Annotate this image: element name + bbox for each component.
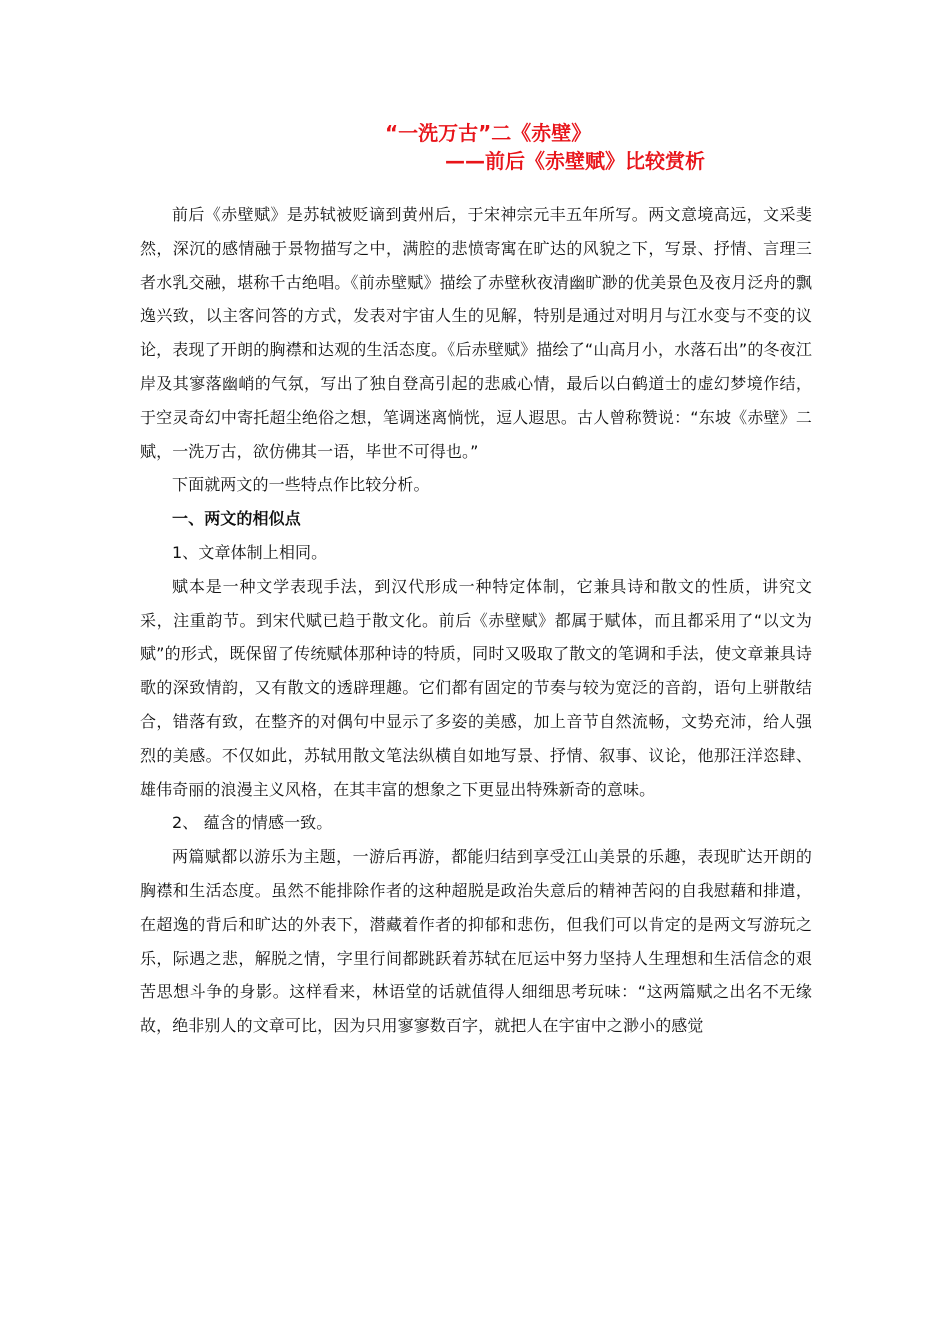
paragraph-form: 赋本是一种文学表现手法，到汉代形成一种特定体制，它兼具诗和散文的性质，讲究文采，注重韵节。到宋代赋已趋于散文化。前后《赤壁赋》都属于赋体，而且都采用了“以文为赋”的形式，既保留了传统赋体那种诗的特质，同时又吸取了散文的笔调和手法，使文章兼具诗歌的深致情韵，又有散文的透辟理趣。它们都有固定的节奏与较为宽泛的音韵，语句上骈散结合，错落有致，在整齐的对偶句中显示了多姿的美感，加上音节自然流畅，文势充沛，给人强烈的美感。不仅如此，苏轼用散文笔法纵横自如地写景、抒情、叙事、议论，他那汪洋恣肆、雄伟奇丽的浪漫主义风格，在其丰富的想象之下更显出特殊新奇的意味。 [140, 576, 812, 799]
document-body [140, 198, 812, 1043]
document-title: “一洗万古”二《赤壁》 [385, 121, 592, 145]
document-subtitle: ——前后《赤壁赋》比较赏析 [445, 149, 705, 173]
subheading-emotion: 2、 蕴含的情感一致。 [172, 813, 333, 833]
paragraph-emotion: 两篇赋都以游乐为主题，一游后再游，都能归结到享受江山美景的乐趣，表现旷达开朗的胸襟和生活态度。虽然不能排除作者的这种超脱是政治失意后的精神苦闷的自我慰藉和排遣，在超逸的背后和旷达的外表下，潜藏着作者的抑郁和悲伤，但我们可以肯定的是两文写游玩之乐，际遇之悲，解脱之情，字里行间都跳跃着苏轼在厄运中努力坚持人生理想和生活信念的艰苦思想斗争的身影。这样看来，林语堂的话就值得人细细思考玩味：“这两篇赋之出名不无缘故，绝非别人的文章可比，因为只用寥寥数百字，就把人在宇宙中之渺小的感觉 [140, 847, 812, 1036]
section-heading-similarities: 一、两文的相似点 [172, 509, 301, 529]
paragraph-intro: 前后《赤壁赋》是苏轼被贬谪到黄州后，于宋神宗元丰五年所写。两文意境高远，文采斐然，深沉的感情融于景物描写之中，满腔的悲愤寄寓在旷达的风貌之下，写景、抒情、言理三者水乳交融，堪称千古绝唱。《前赤壁赋》描绘了赤壁秋夜清幽旷渺的优美景色及夜月泛舟的飘逸兴致，以主客问答的方式，发表对宇宙人生的见解，特别是通过对明月与江水变与不变的议论，表现了开朗的胸襟和达观的生活态度。《后赤壁赋》描绘了“山高月小，水落石出”的冬夜江岸及其寥落幽峭的气氛，写出了独自登高引起的悲戚心情，最后以白鹤道士的虚幻梦境作结，于空灵奇幻中寄托超尘绝俗之想，笔调迷离惝恍，逗人遐思。古人曾称赞说：“东坡《赤壁》二赋，一洗万古，欲仿佛其一语，毕世不可得也。” [140, 205, 812, 461]
paragraph-transition: 下面就两文的一些特点作比较分析。 [172, 475, 430, 495]
subheading-form: 1、文章体制上相同。 [172, 542, 328, 562]
